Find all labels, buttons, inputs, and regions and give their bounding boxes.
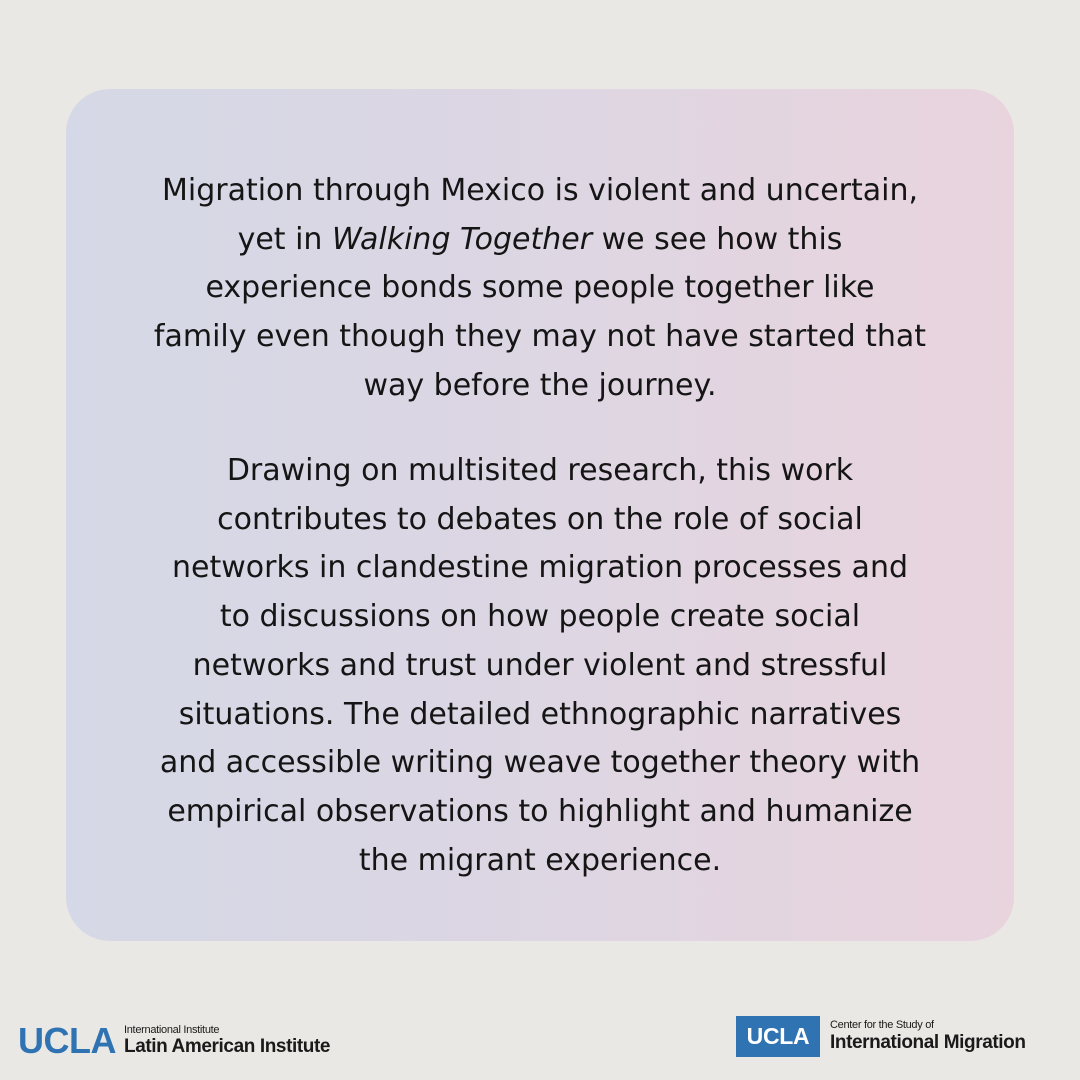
ucla-box-wordmark: UCLA: [736, 1016, 820, 1057]
book-title: Walking Together: [331, 221, 593, 257]
paragraph-research-line-3: networks in clandestine migration processes and: [171, 550, 908, 586]
paragraph-research-line-6: situations. The detailed ethnographic narratives: [178, 696, 902, 732]
paragraph-research-line-7: and accessible writing weave together theory with: [159, 745, 921, 781]
international-migration-logo: [736, 1016, 1026, 1057]
paragraph-intro: [100, 167, 980, 411]
ucla-wordmark: UCLA: [18, 1020, 116, 1061]
line-2-lead: yet in: [237, 221, 332, 257]
paragraph-intro-line-2: [100, 216, 980, 265]
paragraph-intro-line-4: family even though they may not have started that: [153, 319, 927, 355]
logo-left-title: Latin American Institute: [123, 1036, 331, 1057]
paragraph-intro-line-3: experience bonds some people together like: [205, 270, 875, 306]
paragraph-research: [100, 447, 980, 885]
paragraph-research-line-9: the migrant experience.: [358, 842, 722, 878]
logo-right-text: [830, 1019, 1026, 1054]
paragraph-research-line-8: empirical observations to highlight and humanize: [167, 793, 913, 829]
logo-right-subtitle: Center for the Study of: [830, 1019, 934, 1031]
paragraph-research-line-1: Drawing on multisited research, this work: [226, 453, 854, 488]
paragraph-research-line-5: networks and trust under violent and stressful: [192, 647, 888, 683]
logo-left-text: [124, 1024, 330, 1059]
logo-left-subtitle: International Institute: [123, 1024, 220, 1036]
paragraph-intro-line-5: way before the journey.: [363, 367, 717, 403]
logo-right-title: International Migration: [830, 1032, 1026, 1053]
paragraph-research-line-2: contributes to debates on the role of social: [217, 501, 863, 537]
paragraph-research-line-4: to discussions on how people create social: [219, 599, 861, 635]
line-2-tail: we see how this: [592, 221, 843, 257]
latin-american-institute-logo: [18, 1019, 330, 1059]
paragraph-intro-line-1: Migration through Mexico is violent and uncertain,: [161, 173, 919, 208]
